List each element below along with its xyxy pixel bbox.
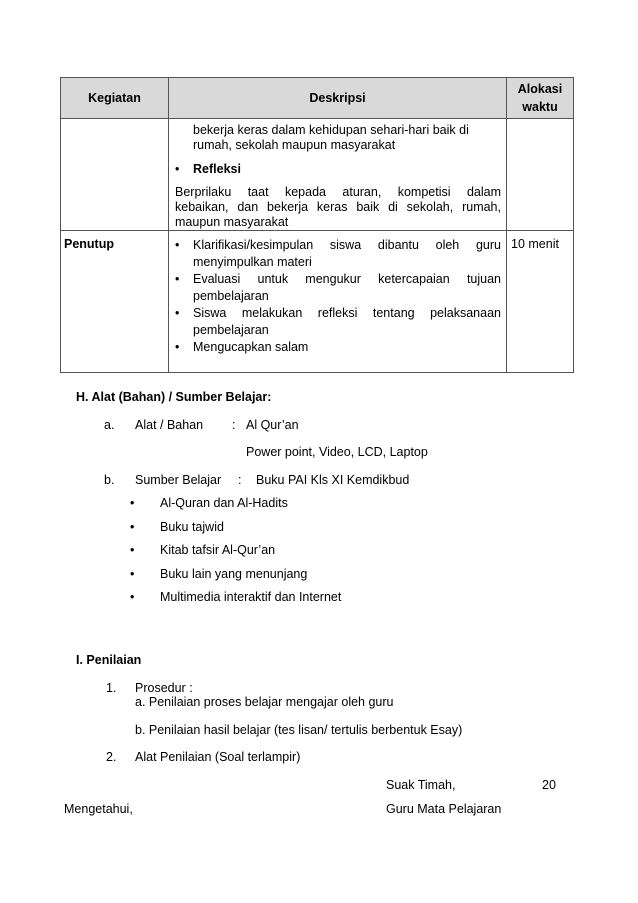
source-item-5: Multimedia interaktif dan Internet (160, 590, 342, 604)
list-item (130, 590, 341, 614)
list-item (130, 496, 341, 520)
refleksi-text (175, 185, 501, 230)
item-b-label: Sumber Belajar (135, 473, 222, 487)
signature-place: Suak Timah, (386, 778, 456, 792)
signature-year: 20 (542, 778, 556, 792)
penutup-item-3-line-2: pembelajaran (193, 323, 269, 337)
penutup-item-2-line-2: pembelajaran (193, 289, 269, 303)
item-a-marker: a. (104, 418, 115, 432)
refleksi-line-3: maupun masyarakat (175, 215, 289, 229)
header-kegiatan: Kegiatan (61, 78, 169, 119)
source-list (130, 496, 341, 614)
bullet-icon: • (130, 543, 135, 557)
continuation-line-1: bekerja keras dalam kehidupan sehari-hari baik di (193, 123, 469, 137)
item-1-label: Prosedur : (135, 681, 193, 695)
cell-penutup-desc (169, 231, 507, 373)
refleksi-title: Refleksi (193, 162, 241, 176)
list-item (130, 520, 341, 544)
penutup-time: 10 menit (507, 231, 574, 373)
header-deskripsi: Deskripsi (169, 78, 507, 119)
item-a-value-1: Al Qur’an (246, 418, 299, 432)
activity-table (60, 77, 574, 373)
penutup-item-2-line-1: Evaluasi untuk mengukur ketercapaian tujuan (193, 272, 501, 286)
header-alokasi-waktu (507, 78, 574, 119)
header-alokasi: Alokasi (517, 82, 563, 96)
refleksi-bullet (175, 162, 501, 177)
item-a-label: Alat / Bahan (135, 418, 204, 432)
section-i-title: I. Penilaian (76, 653, 142, 667)
penutup-item-1-line-1: Klarifikasi/kesimpulan siswa dibantu oleh guru (193, 238, 501, 252)
source-item-1: Al-Quran dan Al-Hadits (160, 496, 288, 510)
table-row-continuation (61, 119, 574, 231)
bullet-icon: • (175, 162, 180, 176)
bullet-icon: • (175, 238, 180, 252)
bullet-icon: • (130, 566, 135, 581)
table-row-penutup (61, 231, 574, 373)
bullet-icon: • (175, 272, 180, 286)
penutup-item (175, 339, 501, 356)
header-waktu: waktu (522, 100, 558, 114)
penutup-label: Penutup (61, 231, 169, 373)
item-2-label: Alat Penilaian (Soal terlampir) (135, 750, 301, 764)
list-item (130, 567, 341, 591)
item-a-value-2: Power point, Video, LCD, Laptop (246, 445, 428, 459)
bullet-icon: • (130, 590, 135, 604)
source-item-2: Buku tajwid (160, 519, 224, 534)
cell-continuation-desc (169, 119, 507, 231)
table-header-row (61, 78, 574, 119)
cell-empty-waktu (507, 119, 574, 231)
item-2-marker: 2. (106, 750, 117, 764)
source-item-4: Buku lain yang menunjang (160, 566, 308, 581)
penutup-item-3-line-1: Siswa melakukan refleksi tentang pelaksanaan (193, 306, 501, 320)
item-b-marker: b. (104, 473, 115, 487)
penutup-item (175, 271, 501, 305)
item-b-value: Buku PAI Kls XI Kemdikbud (256, 473, 410, 487)
bullet-icon: • (130, 519, 135, 534)
penutup-item-4: Mengucapkan salam (193, 340, 309, 354)
penutup-item (175, 305, 501, 339)
penutup-item (175, 237, 501, 271)
item-1-a: a. Penilaian proses belajar mengajar oleh guru (135, 695, 394, 709)
item-b-colon: : (238, 473, 242, 487)
item-1-marker: 1. (106, 681, 117, 695)
list-item (130, 543, 341, 567)
source-item-3: Kitab tafsir Al-Qur’an (160, 543, 276, 557)
signature-left: Mengetahui, (64, 802, 133, 816)
item-a-colon: : (232, 418, 236, 432)
refleksi-line-2: kebaikan, dan bekerja keras baik di sekolah, rumah, (175, 200, 501, 214)
bullet-icon: • (130, 496, 135, 510)
item-1-b: b. Penilaian hasil belajar (tes lisan/ tertulis berbentuk Esay) (135, 723, 463, 737)
continuation-line-2: rumah, sekolah maupun masyarakat (193, 138, 396, 152)
bullet-icon: • (175, 306, 180, 320)
penutup-item-1-line-2: menyimpulkan materi (193, 255, 312, 269)
signature-right: Guru Mata Pelajaran (386, 802, 502, 816)
cell-empty-kegiatan (61, 119, 169, 231)
refleksi-line-1: Berprilaku taat kepada aturan, kompetisi dalam (175, 185, 501, 199)
bullet-icon: • (175, 340, 180, 354)
section-h-title: H. Alat (Bahan) / Sumber Belajar: (76, 390, 272, 404)
